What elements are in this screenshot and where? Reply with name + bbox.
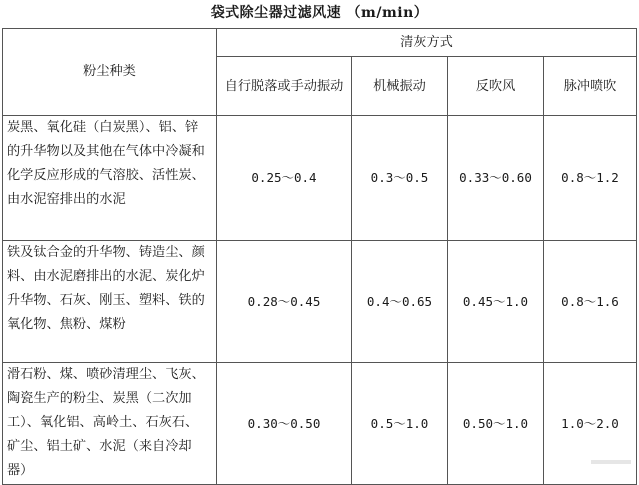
velocity-cell: 0.33～0.60 [448,116,544,241]
velocity-cell: 1.0～2.0 [544,363,637,485]
dust-type-cell: 铁及钛合金的升华物、铸造尘、颜料、由水泥磨排出的水泥、炭化炉升华物、石灰、刚玉、塑料、铁的氧化物、焦粉、煤粉 [3,241,217,363]
table-row [3,363,637,485]
velocity-cell: 0.5～1.0 [352,363,448,485]
velocity-cell: 0.25～0.4 [217,116,352,241]
header-dust-type: 粉尘种类 [3,29,217,116]
header-method-self-or-manual: 自行脱落或手动振动 [217,57,352,116]
header-method-pulse-jet: 脉冲喷吹 [544,57,637,116]
header-row-group [3,29,637,57]
velocity-cell: 0.28～0.45 [217,241,352,363]
header-method-reverse-air: 反吹风 [448,57,544,116]
dust-type-cell: 炭黑、氧化硅（白炭黑）、铝、锌的升华物以及其他在气体中冷凝和化学反应形成的气溶胶、活性炭、由水泥窑排出的水泥 [3,116,217,241]
velocity-cell: 0.8～1.6 [544,241,637,363]
velocity-cell: 0.3～0.5 [352,116,448,241]
velocity-cell: 0.30～0.50 [217,363,352,485]
dust-type-cell: 滑石粉、煤、喷砂清理尘、飞灰、陶瓷生产的粉尘、炭黑（二次加工）、氧化铝、高岭土、石灰石、矿尘、铝土矿、水泥（来自冷却器） [3,363,217,485]
header-method-mechanical: 机械振动 [352,57,448,116]
velocity-cell: 0.8～1.2 [544,116,637,241]
table-title: 袋式除尘器过滤风速 （m/min） [210,5,429,21]
table-row [3,116,637,241]
header-cleaning-method: 清灰方式 [217,29,637,57]
velocity-cell: 0.45～1.0 [448,241,544,363]
velocity-cell: 0.4～0.65 [352,241,448,363]
watermark-mark [591,457,631,467]
table-row [3,241,637,363]
velocity-cell: 0.50～1.0 [448,363,544,485]
filter-velocity-table [2,28,637,485]
